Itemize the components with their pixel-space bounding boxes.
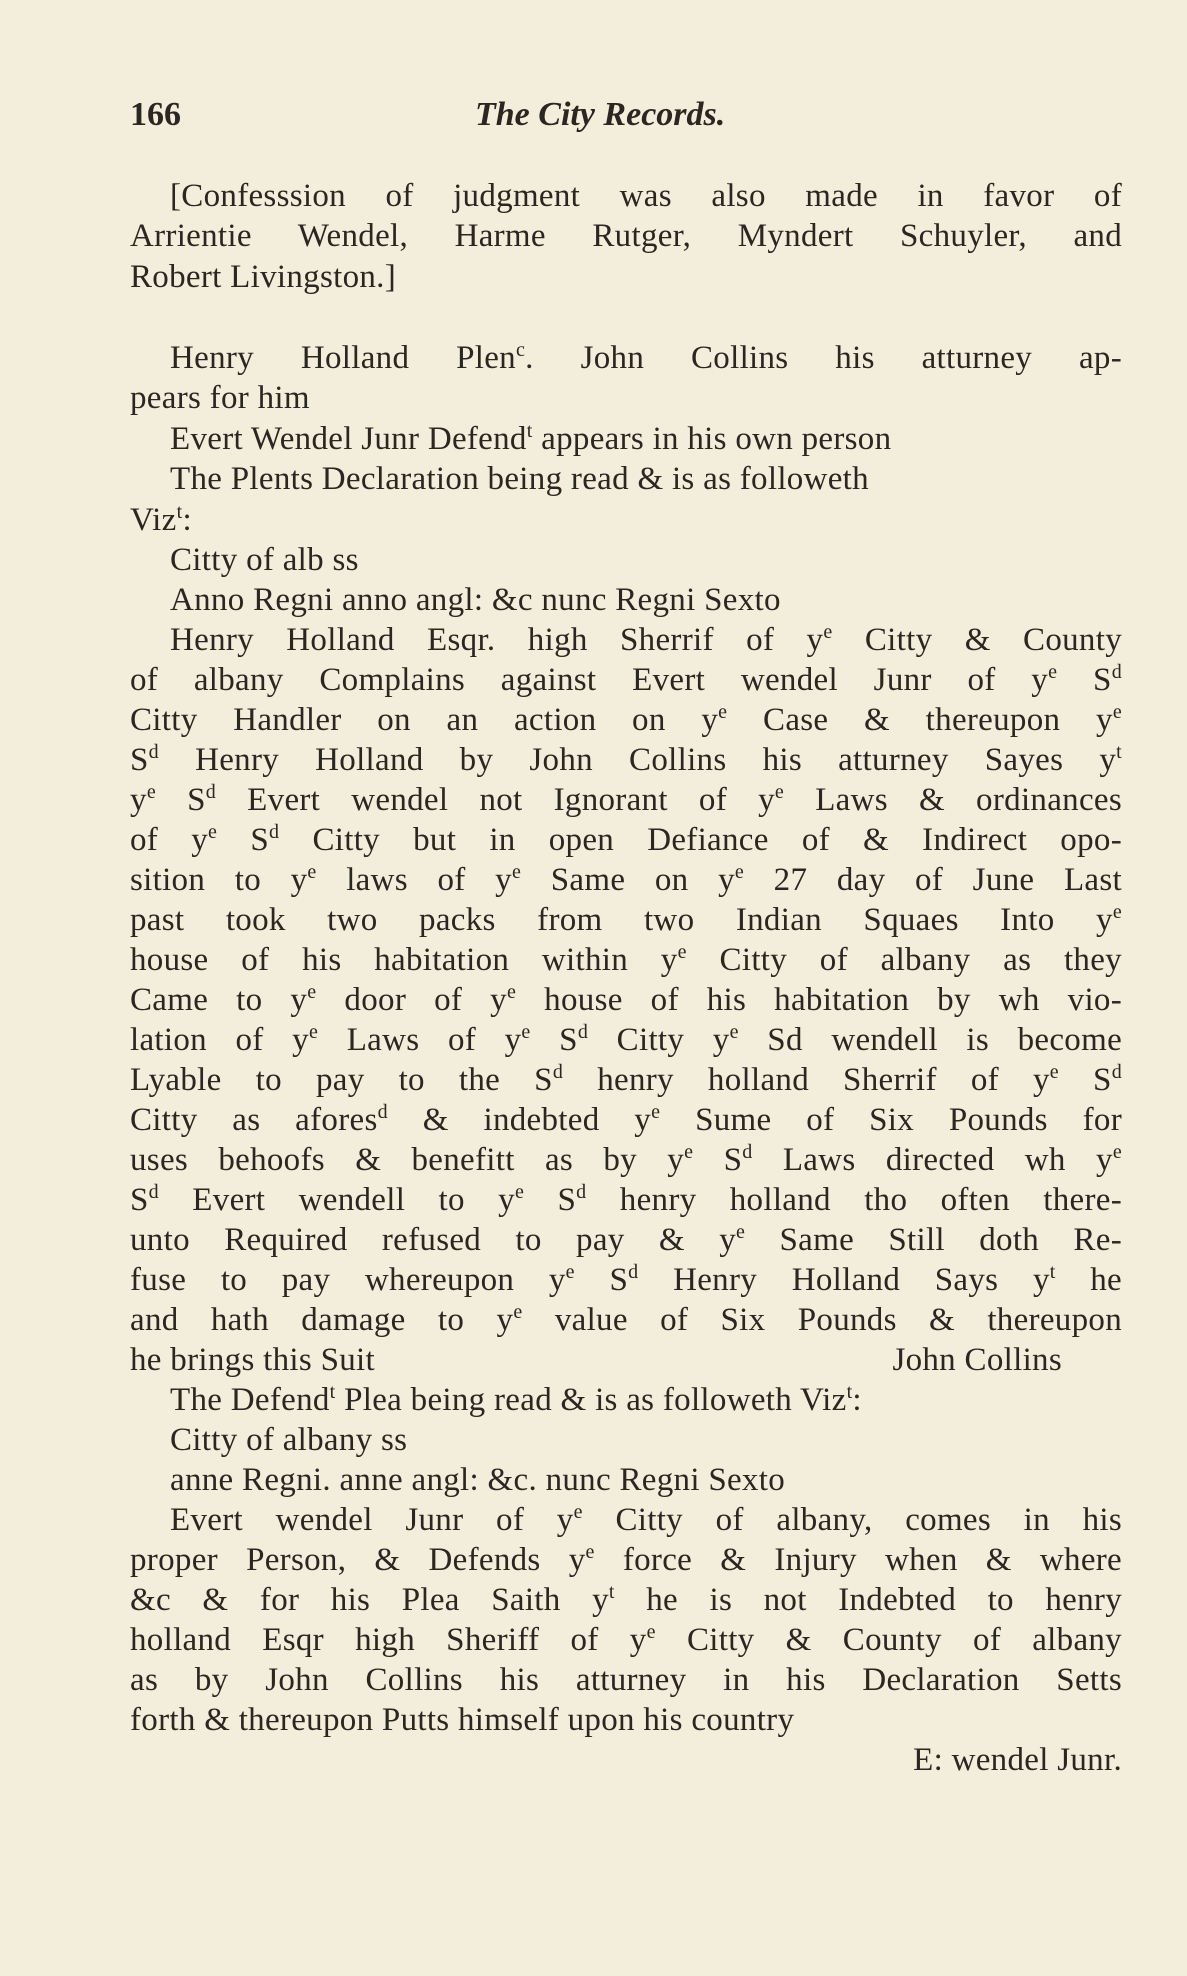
text-line: E: wendel Junr. <box>913 1742 1122 1778</box>
text-line: Henry Holland Plen$^c$. John Collins his atturney ap- <box>170 339 1122 376</box>
signature: John Collins <box>892 1342 1062 1378</box>
text-line: Citty Handler on an action on $y^e$ Case & thereupon $y^e$ <box>130 701 1122 738</box>
text-line: Evert wendel Junr of $y^e$ Citty of albany, comes in his <box>170 1501 1122 1538</box>
running-title: The City Records. <box>475 96 726 133</box>
text-line: Robert Livingston.] <box>130 259 397 295</box>
text-line: as by John Collins his atturney in his Declaration Setts <box>130 1662 1122 1698</box>
text-line: Citty of alb ss <box>170 542 359 578</box>
text-line: proper Person, & Defends $y^e$ force & Injury when & where <box>130 1541 1123 1578</box>
text-line: forth & thereupon Putts himself upon his country <box>130 1702 795 1738</box>
text-line: Arrientie Wendel, Harme Rutger, Myndert Schuyler, and <box>130 218 1122 254</box>
text-line: Citty as afores$^d$ & indebted $y^e$ Sume of Six Pounds for <box>130 1101 1122 1138</box>
text-line: Henry Holland Esqr. high Sherrif of $y^e$ Citty & County <box>170 621 1122 658</box>
text-line: The Plents Declaration being read & is as followeth <box>170 461 869 497</box>
text-line <box>130 1340 1122 1380</box>
text-line: of $y^e$ $S^d$ Citty but in open Defiance of & Indirect opo- <box>130 821 1122 858</box>
text-line: Viz$^t$: <box>130 501 192 538</box>
text-line: anne Regni. anne angl: &c. nunc Regni Sexto <box>170 1462 786 1498</box>
text-line: $S^d$ Henry Holland by John Collins his atturney Sayes $y^t$ <box>130 741 1122 778</box>
text-line: The Defend$^t$ Plea being read & is as followeth Viz$^t$: <box>170 1381 862 1418</box>
text-line: Lyable to pay to the $S^d$ henry holland Sherrif of $y^e$ $S^d$ <box>130 1061 1122 1098</box>
text-line: Citty of albany ss <box>170 1422 408 1458</box>
text-line: holland Esqr high Sheriff of $y^e$ Citty & County of albany <box>130 1621 1122 1658</box>
text-line: Came to $y^e$ door of $y^e$ house of his habitation by wh vio- <box>130 981 1123 1018</box>
text-line: past took two packs from two Indian Squaes Into $y^e$ <box>130 901 1122 938</box>
text-line: fuse to pay whereupon $y^e$ $S^d$ Henry Holland Says $y^t$ he <box>130 1261 1122 1298</box>
text-line: uses behoofs & benefitt as by $y^e$ $S^d$ Laws directed wh $y^e$ <box>130 1141 1123 1178</box>
text-line-left: he brings this Suit <box>130 1342 375 1378</box>
text-line: Evert Wendel Junr Defend$^t$ appears in his own person <box>170 420 892 457</box>
page-header <box>130 96 1060 146</box>
text-line: sition to $y^e$ laws of $y^e$ Same on $y^e$ 27 day of June Last <box>130 861 1122 898</box>
text-line: pears for him <box>130 380 310 416</box>
text-line: of albany Complains against Evert wendel Junr of $y^e$ $S^d$ <box>130 661 1122 698</box>
text-line: $S^d$ Evert wendell to $y^e$ $S^d$ henry holland tho often there- <box>130 1181 1122 1218</box>
text-line: [Confesssion of judgment was also made in favor of <box>170 178 1122 214</box>
text-line: unto Required refused to pay & $y^e$ Same Still doth Re- <box>130 1221 1122 1258</box>
text-line: $y^e$ $S^d$ Evert wendel not Ignorant of $y^e$ Laws & ordinances <box>130 781 1122 818</box>
text-line: and hath damage to $y^e$ value of Six Pounds & thereupon <box>130 1301 1122 1338</box>
page-number: 166 <box>130 96 181 133</box>
text-line: house of his habitation within $y^e$ Citty of albany as they <box>130 941 1122 978</box>
text-line: Anno Regni anno angl: &c nunc Regni Sexto <box>170 582 781 618</box>
text-line: &c & for his Plea Saith $y^t$ he is not Indebted to henry <box>130 1581 1122 1618</box>
text-line: lation of $y^e$ Laws of $y^e$ $S^d$ Citty $y^e$ Sd wendell is become <box>130 1021 1123 1058</box>
